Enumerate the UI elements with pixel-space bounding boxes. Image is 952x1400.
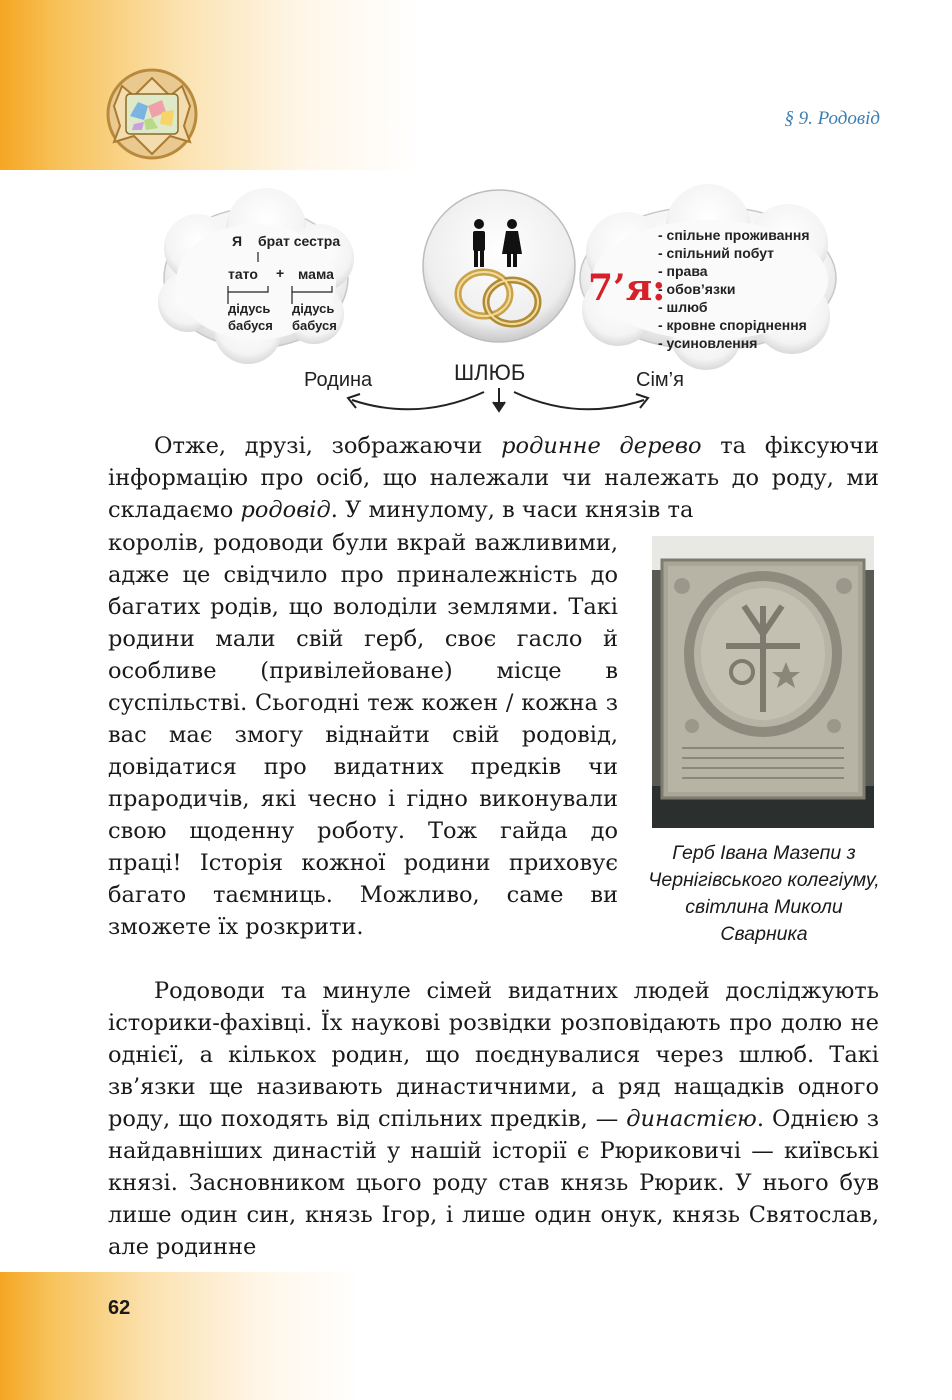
diagram-arrows: [348, 388, 648, 411]
tree-grandfather-left: дідусь: [228, 301, 271, 316]
tree-mother: мама: [298, 266, 334, 282]
term-dynasty: династією: [626, 1106, 757, 1132]
page-number: 62: [108, 1297, 131, 1319]
tree-siblings: брат сестра: [258, 233, 341, 249]
label-simia: Сім’я: [636, 369, 684, 391]
tree-me: Я: [232, 233, 243, 249]
label-rodyna: Родина: [304, 369, 373, 391]
tree-grandmother-left: бабуся: [228, 318, 273, 333]
tree-grandmother-right: бабуся: [292, 318, 337, 333]
p1-text-a: Отже, друзі, зображаючи: [154, 433, 502, 459]
section-title: § 9. Родовід: [784, 108, 880, 129]
p1-text-b: та фіксуючи інформацію про осіб, що належали чи належать до роду, ми складаємо: [108, 433, 880, 523]
coat-of-arms-photo: [652, 536, 874, 828]
term-rodovid: родовід: [240, 497, 331, 523]
feature-5: - шлюб: [658, 299, 708, 315]
tree-plus: +: [276, 265, 285, 281]
tree-father: тато: [228, 266, 258, 282]
tree-grandfather-right: дідусь: [292, 301, 335, 316]
p3-text-a: Родоводи та минуле сімей видатних людей досліджують історики-фахівці. Їх наукові розвідки розповідають про долю не однієї, а кількох родин, що поєднувалися через шлюб. Такі зв’язки ще називають династичними, а ряд нащадків одного роду, що походять від спільних предків, —: [108, 978, 879, 1132]
paragraph-dynasty: [108, 975, 879, 1263]
feature-6: - кровне споріднення: [658, 317, 807, 333]
feature-4: - обов’язки: [658, 281, 736, 297]
feature-1: - спільне проживання: [658, 227, 810, 243]
bottom-decorative-band: [0, 1272, 952, 1400]
label-shliub: ШЛЮБ: [454, 360, 526, 385]
p3-text-b: . Однією з найдавніших династій у нашій історії є Рюриковичі — київські князі. Засновником цього роду став князь Рюрик. У нього був лише один син, князь Ігор, і лише один онук, князь Святослав, але родинне: [108, 1106, 879, 1260]
p1-text-c: . У минулому, в часи князів та: [330, 497, 694, 523]
feature-7: - усиновлення: [658, 335, 758, 351]
europe-map-emblem-icon: [104, 66, 200, 162]
paragraph-wrapped: королів, родоводи були вкрай важливими, адже це свідчило про приналежність до багатих родів, що володіли землями. Такі родини мали свій герб, своє гасло й особливе (привілейоване) місце в суспільстві. Сьогодні теж кожен / кожна з вас має змогу віднайти свій родовід, довідатися про видатних предків чи прародичів, які чесно і гідно виконували свою щоденну роботу. Тож гайда до праці! Історія кожної родини приховує багато таємниць. Можливо, саме ви зможете їх розкрити.: [108, 530, 618, 940]
feature-2: - спільний побут: [658, 245, 775, 261]
paragraph-intro: [108, 430, 879, 526]
family-diagram: [148, 182, 852, 422]
family-word-7ya: 7’я:: [588, 267, 666, 309]
term-family-tree: родинне дерево: [501, 433, 702, 459]
marriage-rings-circle: [423, 190, 575, 342]
photo-caption: Герб Івана Мазепи з Чернігівського колегіуму, світлина Миколи Сварника: [648, 842, 880, 945]
feature-3: - права: [658, 263, 708, 279]
